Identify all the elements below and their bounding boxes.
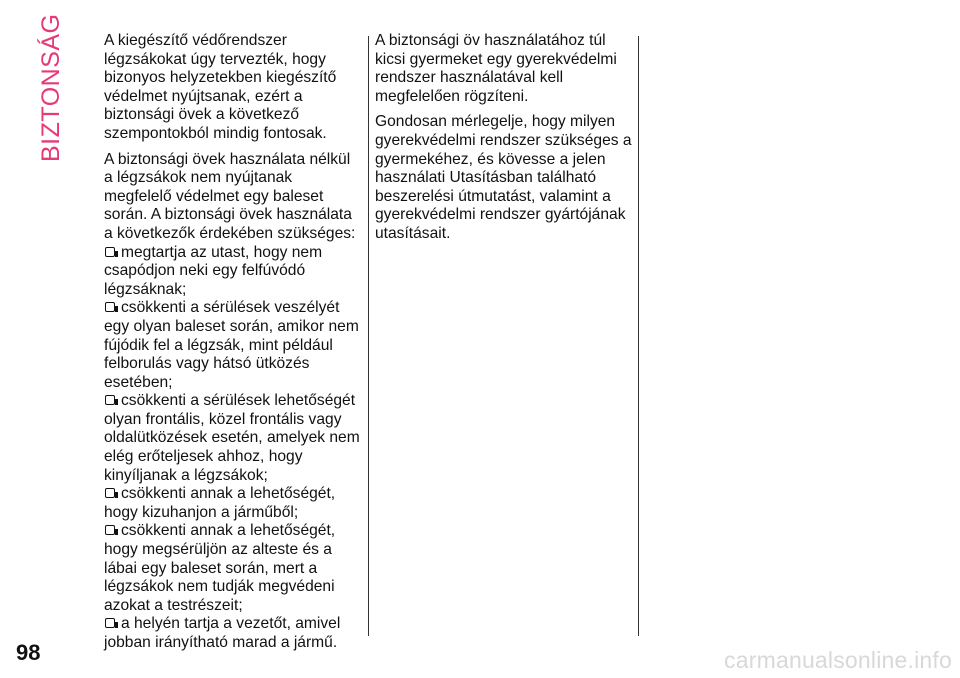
bullet-icon bbox=[105, 525, 115, 535]
paragraph: A biztonsági övek használata nélkül a légzsákok nem nyújtanak megfelelő védelmet egy baleset során. A biztonsági övek használata a következők érdekében szükséges: bbox=[104, 150, 356, 242]
bullet-text: csökkenti annak a lehetőségét, hogy megsérüljön az alteste és a lábai egy baleset során, mert a légzsákok nem tudják megvédeni azokat a testrészeit; bbox=[104, 522, 336, 614]
bullet-icon bbox=[105, 618, 115, 628]
section-label bbox=[33, 13, 83, 162]
paragraph: A biztonsági öv használatához túl kicsi gyermeket egy gyerekvédelmi rendszer használatával kell megfelelően rögzíteni. bbox=[375, 32, 617, 105]
bullet-icon bbox=[105, 488, 115, 498]
column-divider bbox=[638, 36, 639, 636]
bullet-icon bbox=[105, 247, 115, 257]
bullet-item bbox=[104, 485, 362, 522]
bullet-item bbox=[104, 392, 362, 485]
bullet-text: megtartja az utast, hogy nem csapódjon neki egy felfúvódó légzsáknak; bbox=[104, 243, 323, 298]
section-label-text: BIZTONSÁG bbox=[37, 13, 65, 162]
paragraph: Gondosan mérlegelje, hogy milyen gyerekvédelmi rendszer szükséges a gyermekéhez, és kövesse a jelen használati Utasításban található beszerelési útmutatást, valamint a gyerekvédelmi rendszer gyártójának utasításait. bbox=[375, 113, 632, 242]
bullet-item bbox=[104, 244, 362, 300]
bullet-text: csökkenti a sérülések veszélyét egy olyan baleset során, amikor nem fújódik fel a légzsák, mint például felborulás vagy hátsó ütközés esetében; bbox=[104, 299, 359, 391]
bullet-icon bbox=[105, 395, 115, 405]
bullet-item bbox=[104, 615, 362, 652]
bullet-text: a helyén tartja a vezetőt, amivel jobban irányítható marad a jármű. bbox=[104, 615, 341, 651]
bullet-icon bbox=[105, 302, 115, 312]
bullet-text: csökkenti a sérülések lehetőségét olyan frontális, közel frontális vagy oldalütközések esetén, amelyek nem elég erőteljesek ahhoz, hogy kinyíljanak a légzsákok; bbox=[104, 392, 360, 484]
text-column-left bbox=[104, 32, 362, 653]
bullet-item bbox=[104, 522, 362, 615]
text-column-right bbox=[375, 32, 633, 251]
bullet-text: csökkenti annak a lehetőségét, hogy kizuhanjon a járműből; bbox=[104, 485, 336, 521]
bullet-item bbox=[104, 299, 362, 392]
watermark: carmanualsonline.info bbox=[724, 647, 952, 673]
page-number: 98 bbox=[16, 640, 41, 665]
paragraph: A kiegészítő védőrendszer légzsákokat úgy tervezték, hogy bizonyos helyzetekben kiegészítő védelmet nyújtsanak, ezért a biztonsági övek a következő szempontokból mindig fontosak. bbox=[104, 32, 337, 142]
column-divider bbox=[368, 36, 369, 636]
